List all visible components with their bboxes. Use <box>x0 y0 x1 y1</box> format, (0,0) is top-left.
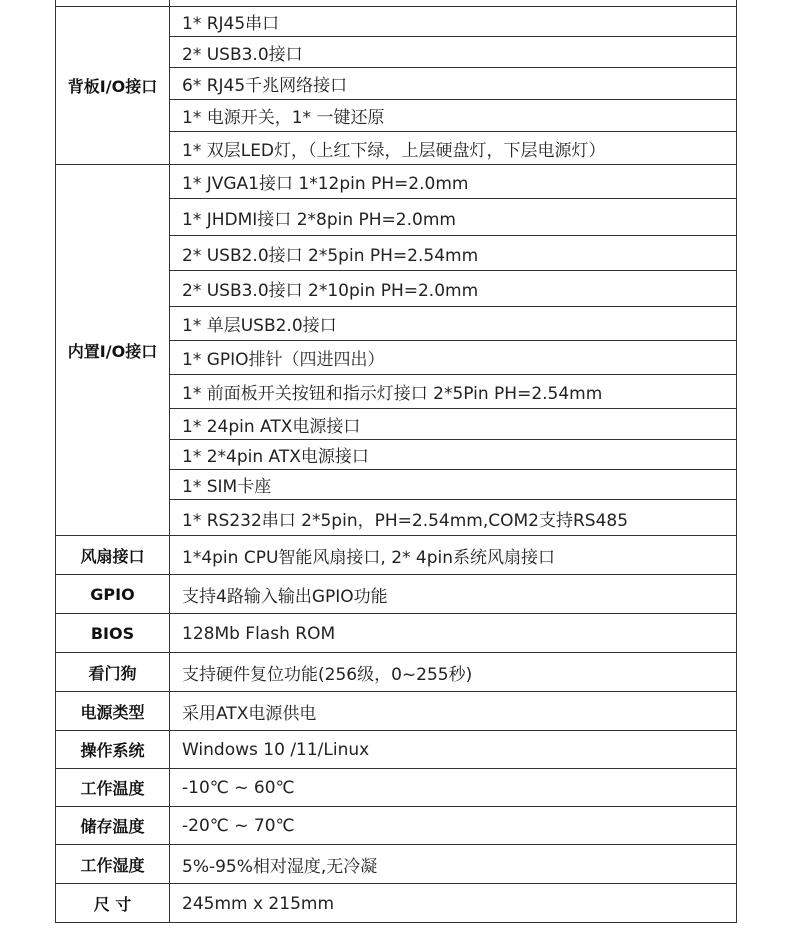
spec-value: 1* 单层USB2.0接口 <box>170 307 736 341</box>
spec-values <box>170 6 737 165</box>
spec-values <box>170 653 737 692</box>
spec-value: 1* 电源开关，1* 一键还原 <box>170 100 736 132</box>
spec-label: GPIO <box>55 575 170 614</box>
spec-value: 1* RJ45串口 <box>170 6 736 37</box>
spec-label: 风扇接口 <box>55 536 170 575</box>
spec-row <box>55 807 737 845</box>
spec-row <box>55 165 737 536</box>
spec-label: 内置I/O接口 <box>55 165 170 536</box>
spec-value: 1* GPIO排针（四进四出） <box>170 341 736 375</box>
spec-values <box>170 884 737 923</box>
spec-value: 1* JHDMI接口 2*8pin PH=2.0mm <box>170 199 736 236</box>
spec-label: 工作温度 <box>55 769 170 807</box>
spec-value: 128Mb Flash ROM <box>182 623 336 644</box>
spec-value: 1* SIM卡座 <box>170 470 736 500</box>
spec-label: 储存温度 <box>55 807 170 845</box>
spec-value: 2* USB3.0接口 2*10pin PH=2.0mm <box>170 271 736 307</box>
spec-values <box>170 845 737 884</box>
spec-label: 背板I/O接口 <box>55 6 170 165</box>
spec-values <box>170 731 737 769</box>
spec-label: 看门狗 <box>55 653 170 692</box>
spec-label: BIOS <box>55 614 170 653</box>
spec-value: 1* JVGA1接口 1*12pin PH=2.0mm <box>170 165 736 199</box>
spec-value: 6* RJ45千兆网络接口 <box>170 68 736 100</box>
spec-values <box>170 165 737 536</box>
spec-value: 1* 24pin ATX电源接口 <box>170 409 736 440</box>
spec-value: 2* USB3.0接口 <box>170 37 736 68</box>
spec-label: 电源类型 <box>55 692 170 731</box>
spec-value: -10℃ ~ 60℃ <box>182 778 295 798</box>
spec-row <box>55 769 737 807</box>
spec-value: 1* RS232串口 2*5pin，PH=2.54mm,COM2支持RS485 <box>182 510 629 531</box>
spec-value: Windows 10 /11/Linux <box>182 740 370 760</box>
spec-row <box>55 575 737 614</box>
spec-row <box>55 884 737 923</box>
spec-values <box>170 692 737 731</box>
spec-value: 1*4pin CPU智能风扇接口, 2* 4pin系统风扇接口 <box>182 548 556 568</box>
spec-row <box>55 614 737 653</box>
spec-row <box>55 653 737 692</box>
spec-values <box>170 614 737 653</box>
spec-value: 采用ATX电源供电 <box>182 704 317 724</box>
spec-row <box>55 845 737 884</box>
spec-values <box>170 807 737 845</box>
spec-label: 操作系统 <box>55 731 170 769</box>
spec-values <box>170 536 737 575</box>
spec-row <box>55 692 737 731</box>
spec-value: 5%-95%相对湿度,无冷凝 <box>182 857 378 877</box>
spec-value: 支持硬件复位功能(256级，0~255秒) <box>182 665 473 685</box>
spec-value: -20℃ ~ 70℃ <box>182 816 295 836</box>
spec-value: 1* 双层LED灯，（上红下绿，上层硬盘灯，下层电源灯） <box>182 141 606 161</box>
spec-values <box>170 575 737 614</box>
spec-value: 1* 2*4pin ATX电源接口 <box>170 440 736 470</box>
spec-label: 工作湿度 <box>55 845 170 884</box>
spec-value: 2* USB2.0接口 2*5pin PH=2.54mm <box>170 236 736 271</box>
spec-value: 245mm x 215mm <box>182 893 335 914</box>
spec-row <box>55 6 737 165</box>
spec-value: 1* 前面板开关按钮和指示灯接口 2*5Pin PH=2.54mm <box>170 375 736 409</box>
spec-value: 支持4路输入输出GPIO功能 <box>182 587 388 607</box>
spec-row <box>55 536 737 575</box>
spec-values <box>170 769 737 807</box>
spec-row <box>55 731 737 769</box>
spec-label: 尺 寸 <box>55 884 170 923</box>
